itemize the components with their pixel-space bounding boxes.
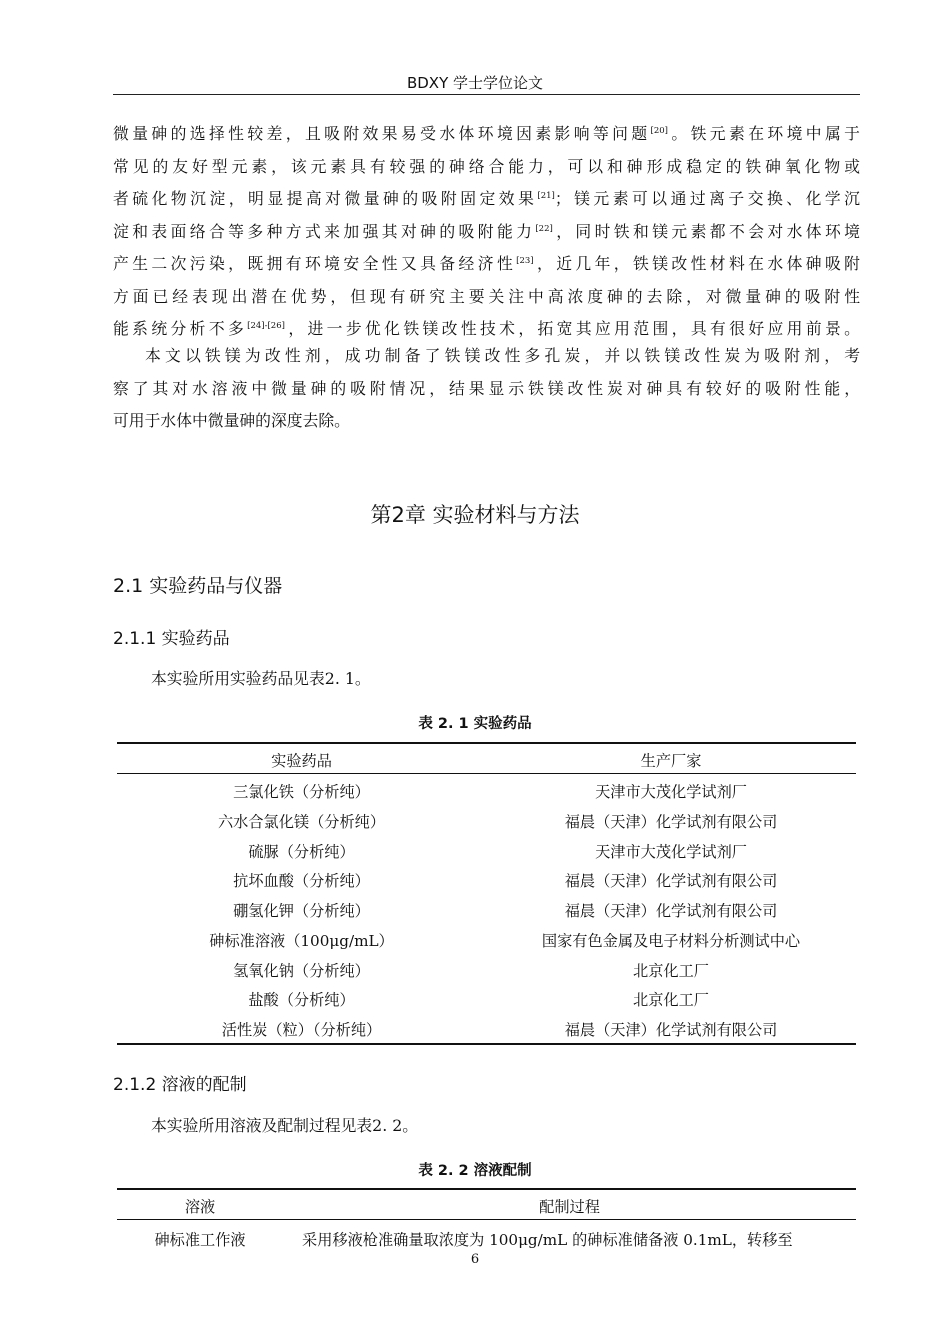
paragraph-2-line: 本文以铁镁为改性剂，成功制备了铁镁改性多孔炭，并以铁镁改性炭为吸附剂，考 [145,346,860,365]
section-heading-2-1-2: 2.1.2 溶液的配制 [113,1075,247,1095]
table1-cell: 三氯化铁（分析纯） [233,783,370,801]
table1-cell: 福晨（天津）化学试剂有限公司 [564,813,778,831]
paragraph-1-line: 者硫化物沉淀，明显提高对微量砷的吸附固定效果[21]；镁元素可以通过离子交换、化学沉 [113,189,860,208]
table1-cell: 活性炭（粒）（分析纯） [221,1021,382,1039]
table2-header-solution: 溶液 [184,1198,216,1216]
table1-cell: 北京化工厂 [633,962,709,980]
table2-cell: 采用移液枪准确量取浓度为 100μg/mL 的砷标准储备液 0.1mL，转移至 [302,1231,793,1249]
page-number: 6 [470,1252,480,1267]
table1-cell: 福晨（天津）化学试剂有限公司 [564,902,778,920]
table1-header-chemical: 实验药品 [271,752,332,770]
table1-header-rule [117,773,856,774]
table1-cell: 天津市大茂化学试剂厂 [595,843,747,861]
table1-cell: 天津市大茂化学试剂厂 [595,783,747,801]
table1-caption: 表 2. 1 实验药品 [418,716,532,732]
table1-top-rule [117,742,856,744]
table2-top-rule [117,1188,856,1190]
table1-cell: 硼氢化钾（分析纯） [233,902,370,920]
paragraph-1-line: 方面已经表现出潜在优势，但现有研究主要关注中高浓度砷的去除，对微量砷的吸附性 [113,286,860,306]
section-heading-2-1-1: 2.1.1 实验药品 [113,629,230,649]
table1-intro: 本实验所用实验药品见表2. 1。 [151,669,371,688]
table1-bottom-rule [117,1043,856,1045]
table2-intro: 本实验所用溶液及配制过程见表2. 2。 [151,1116,419,1135]
table1-cell: 氢氧化钠（分析纯） [233,962,370,980]
paragraph-2-line: 察了其对水溶液中微量砷的吸附情况，结果显示铁镁改性炭对砷具有较好的吸附性能， [113,378,860,398]
paragraph-1-line: 产生二次污染，既拥有环境安全性又具备经济性[23]，近几年，铁镁改性材料在水体砷吸附 [113,254,860,273]
table1-cell: 硫脲（分析纯） [248,843,355,861]
table2-header-rule [117,1219,856,1220]
table1-cell: 北京化工厂 [633,991,709,1009]
running-header: BDXY 学士学位论文 [406,74,544,92]
table1-header-manufacturer: 生产厂家 [640,752,702,770]
paragraph-2 [113,340,860,438]
table1-cell: 福晨（天津）化学试剂有限公司 [564,872,778,890]
section-heading-2-1: 2.1 实验药品与仪器 [113,575,283,597]
table1-cell: 盐酸（分析纯） [248,991,355,1009]
table1-cell: 砷标准溶液（100μg/mL） [209,932,394,950]
table1-cell: 抗坏血酸（分析纯） [233,872,370,890]
table2-header-procedure: 配制过程 [539,1198,600,1216]
table1-cell: 福晨（天津）化学试剂有限公司 [564,1021,778,1039]
table1-cell: 六水合氯化镁（分析纯） [217,813,386,831]
paragraph-1 [113,118,860,346]
paragraph-1-line: 能系统分析不多[24]-[26]，进一步优化铁镁改性技术，拓宽其应用范围，具有很好应用前景。 [113,319,860,338]
table2-cell: 砷标准工作液 [154,1231,246,1249]
paragraph-1-line: 微量砷的选择性较差，且吸附效果易受水体环境因素影响等问题[20]。铁元素在环境中属于 [113,124,860,143]
chapter-title: 第2章 实验材料与方法 [370,503,580,527]
paragraph-2-line: 可用于水体中微量砷的深度去除。 [113,411,350,430]
header-rule [113,94,860,95]
table2-caption: 表 2. 2 溶液配制 [418,1163,532,1179]
table1-cell: 国家有色金属及电子材料分析测试中心 [541,932,801,950]
paragraph-1-line: 常见的友好型元素，该元素具有较强的砷络合能力，可以和砷形成稳定的铁砷氧化物或 [113,156,860,176]
paragraph-1-line: 淀和表面络合等多种方式来加强其对砷的吸附能力[22]，同时铁和镁元素都不会对水体环境 [113,221,860,241]
